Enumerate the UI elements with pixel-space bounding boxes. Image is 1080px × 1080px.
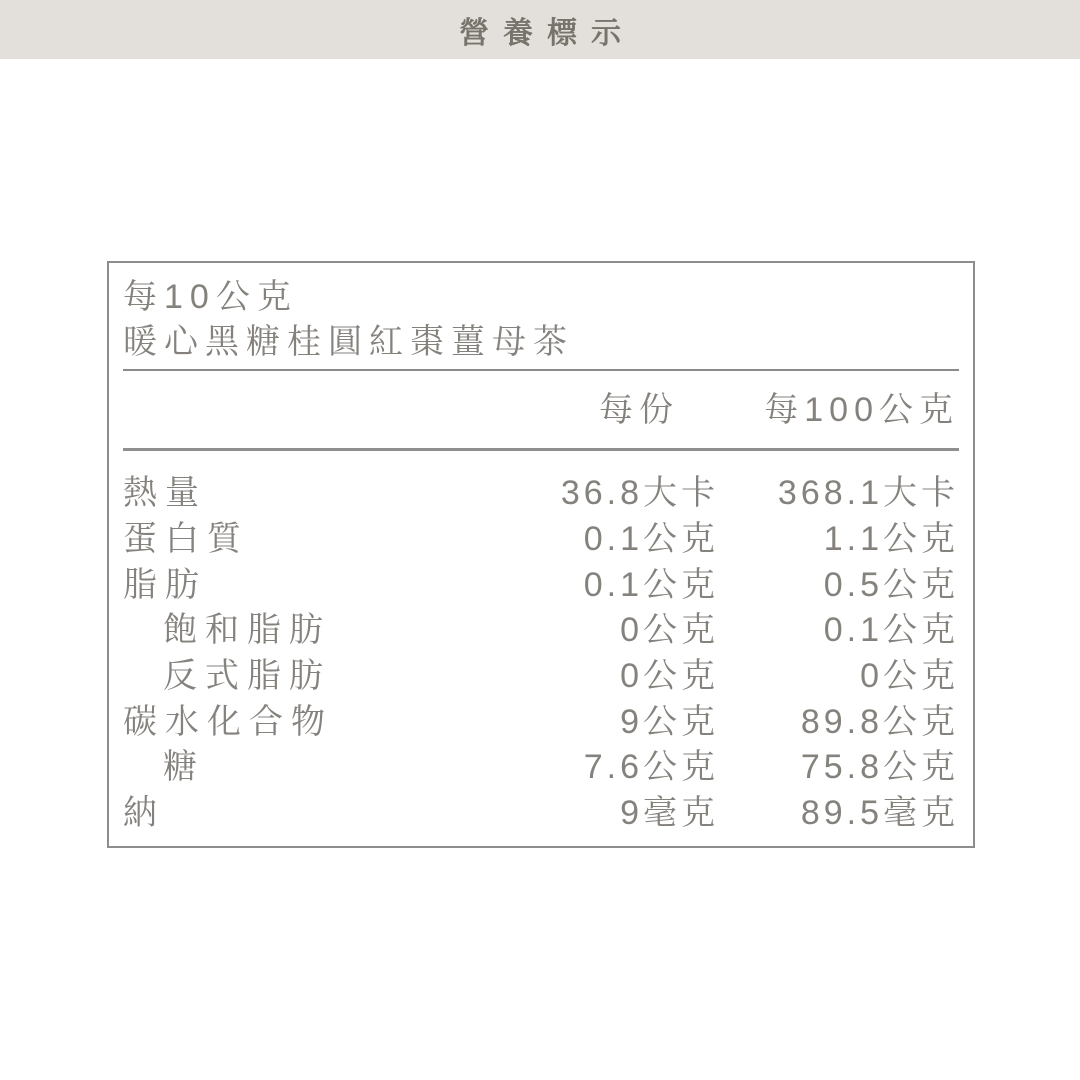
nutrient-name: 熱量 bbox=[123, 474, 207, 513]
value-per-serving: 0公克 bbox=[620, 611, 719, 650]
value-per-100g: 89.5毫克 bbox=[800, 794, 959, 833]
value-per-100g: 0.5公克 bbox=[823, 565, 959, 604]
table-row bbox=[123, 695, 959, 741]
nutrient-name: 蛋白質 bbox=[123, 520, 249, 559]
serving-size-text: 每10公克 bbox=[123, 278, 298, 316]
nutrient-rows bbox=[123, 467, 959, 833]
nutrient-name: 糖 bbox=[163, 748, 205, 787]
page-title: 營養標示 bbox=[459, 16, 635, 50]
value-per-100g: 1.1公克 bbox=[823, 520, 959, 559]
value-per-serving: 0.1公克 bbox=[583, 565, 719, 604]
value-per-100g: 0公克 bbox=[860, 657, 959, 696]
value-per-serving: 36.8大卡 bbox=[560, 474, 719, 513]
nutrient-name: 脂肪 bbox=[123, 565, 207, 604]
value-per-100g: 0.1公克 bbox=[823, 611, 959, 650]
nutrient-name: 碳水化合物 bbox=[123, 702, 333, 741]
value-per-serving: 0公克 bbox=[620, 657, 719, 696]
nutrition-facts-box bbox=[107, 261, 975, 848]
table-row bbox=[123, 741, 959, 787]
value-per-serving: 0.1公克 bbox=[583, 520, 719, 559]
table-row bbox=[123, 650, 959, 696]
serving-info bbox=[123, 275, 959, 365]
divider-header bbox=[123, 448, 959, 451]
column-header-per-100g: 每100公克 bbox=[764, 391, 959, 429]
table-row bbox=[123, 787, 959, 833]
table-row bbox=[123, 467, 959, 513]
title-band bbox=[0, 0, 1080, 59]
value-per-100g: 75.8公克 bbox=[800, 748, 959, 787]
value-per-100g: 89.8公克 bbox=[800, 702, 959, 741]
table-row bbox=[123, 558, 959, 604]
table-row bbox=[123, 604, 959, 650]
value-per-100g: 368.1大卡 bbox=[777, 474, 959, 513]
value-per-serving: 9毫克 bbox=[620, 794, 719, 833]
table-row bbox=[123, 513, 959, 559]
nutrient-name: 納 bbox=[123, 794, 165, 833]
column-header-per-serving: 每份 bbox=[599, 391, 679, 429]
value-per-serving: 7.6公克 bbox=[583, 748, 719, 787]
value-per-serving: 9公克 bbox=[620, 702, 719, 741]
nutrient-name: 反式脂肪 bbox=[163, 657, 331, 696]
product-name-text: 暖心黑糖桂圓紅棗薑母茶 bbox=[123, 323, 574, 361]
nutrient-name: 飽和脂肪 bbox=[163, 611, 331, 650]
column-header-row bbox=[123, 371, 959, 433]
